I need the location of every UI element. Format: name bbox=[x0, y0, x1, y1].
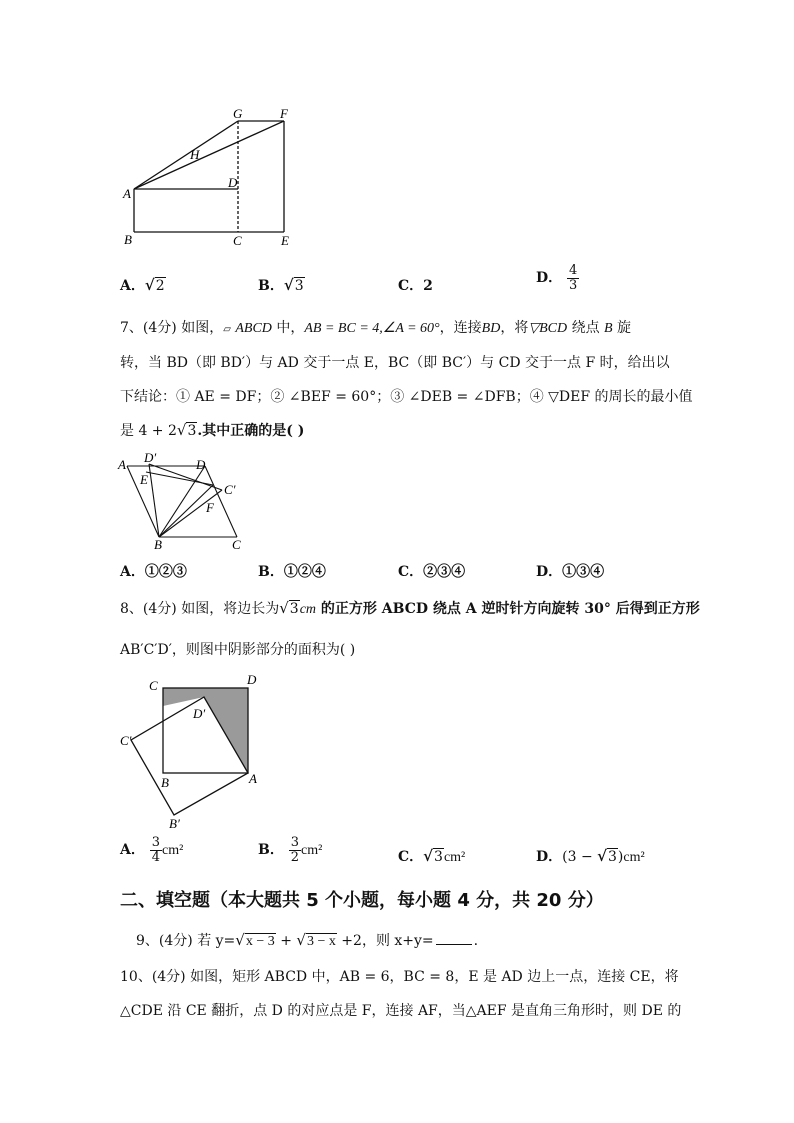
q8-line-1: 8、(4分) 如图，将边长为√3cm 的正方形 ABCD 绕点 A 逆时针方向旋转 30° 后得到正方形 bbox=[120, 599, 700, 617]
q10-line-1: 10、(4分) 如图，矩形 ABCD 中，AB = 6，BC = 8，E 是 AD 边上一点，连接 CE，将 bbox=[120, 969, 679, 985]
q7-label-Cp: C′ bbox=[224, 482, 236, 497]
q8-label-Dp: D′ bbox=[193, 706, 206, 721]
q8-option-a[interactable]: A． $\frac{3}{4}$ cm² bbox=[120, 835, 184, 865]
q7-label-B: B bbox=[154, 537, 162, 552]
q8-label-B: B bbox=[161, 775, 169, 790]
section-2-title: 二、填空题（本大题共 5 个小题，每小题 4 分，共 20 分） bbox=[120, 890, 604, 911]
q8-label-C: C bbox=[149, 678, 158, 693]
q7-line-2: 转，当 BD（即 BD′）与 AD 交于一点 E，BC（即 BC′）与 CD 交于一点 F 时，给出以 bbox=[120, 355, 670, 371]
q6-option-d[interactable]: D． $\frac{4}{3}$ bbox=[536, 263, 578, 293]
q6-label-G: G bbox=[233, 106, 243, 121]
q7-label-E: E bbox=[140, 472, 148, 487]
q7-label-F: F bbox=[206, 500, 214, 515]
q7-option-d[interactable]: D．①③④ bbox=[536, 564, 605, 580]
q6-option-b[interactable]: B．√3 bbox=[258, 276, 304, 294]
q8-option-c[interactable]: C．√3cm² bbox=[398, 847, 466, 865]
q6-label-D: D bbox=[228, 175, 238, 190]
q6-label-E: E bbox=[281, 233, 289, 248]
q7-option-c[interactable]: C．②③④ bbox=[398, 564, 466, 580]
q10-line-2: △CDE 沿 CE 翻折，点 D 的对应点是 F，连接 AF，当△AEF 是直角三角形时，则 DE 的 bbox=[120, 1003, 682, 1019]
q7-line-4: 是 4 + 2√3.其中正确的是( ) bbox=[120, 421, 305, 439]
q9-answer-blank[interactable] bbox=[436, 944, 472, 945]
q6-label-B: B bbox=[124, 232, 132, 247]
q7-label-Dp: D′ bbox=[144, 452, 157, 465]
q6-label-C: C bbox=[233, 233, 242, 248]
q9-line: 9、(4分) 若 y=√x − 3 + √3 − x +2，则 x+y= . bbox=[136, 931, 479, 949]
q7-figure bbox=[116, 452, 256, 556]
q6-option-a[interactable]: A．√2 bbox=[120, 276, 165, 294]
q6-figure bbox=[118, 104, 308, 254]
q6-label-H: H bbox=[190, 147, 200, 162]
q6-option-c[interactable]: C．2 bbox=[398, 278, 433, 294]
q8-label-Bp: B′ bbox=[169, 816, 180, 831]
q7-label-D: D bbox=[196, 457, 206, 472]
q7-option-a[interactable]: A．①②③ bbox=[120, 564, 187, 580]
q8-label-Cp: C′ bbox=[120, 733, 132, 748]
q8-label-D: D bbox=[247, 672, 257, 687]
q8-option-d[interactable]: D．(3 − √3)cm² bbox=[536, 847, 645, 865]
q7-line-1: 7、(4分) 如图，▱ ABCD 中，AB = BC = 4,∠A = 60°，连接BD，将▽BCD 绕点 B 旋 bbox=[120, 320, 632, 336]
q7-line-3: 下结论：① AE = DF；② ∠BEF = 60°；③ ∠DEB = ∠DFB；④ ▽DEF 的周长的最小值 bbox=[120, 389, 693, 405]
q8-option-b[interactable]: B． $\frac{3}{2}$ cm² bbox=[258, 835, 323, 865]
q7-label-C: C bbox=[232, 537, 241, 552]
q7-option-b[interactable]: B．①②④ bbox=[258, 564, 326, 580]
q8-figure bbox=[116, 670, 276, 832]
q6-label-F: F bbox=[280, 106, 288, 121]
q8-label-A: A bbox=[249, 771, 257, 786]
q7-label-A: A bbox=[118, 457, 126, 472]
q8-line-2: AB′C′D′，则图中阴影部分的面积为( ) bbox=[120, 642, 356, 658]
q6-label-A: A bbox=[123, 186, 131, 201]
